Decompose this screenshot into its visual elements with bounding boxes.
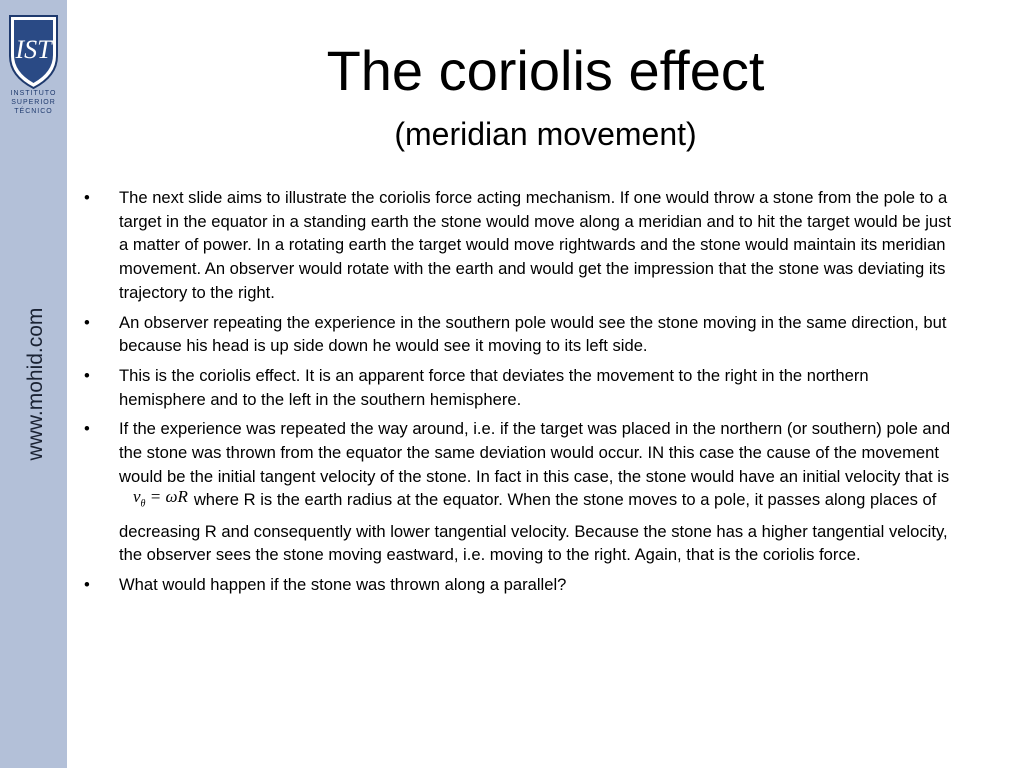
- slide-subtitle: (meridian movement): [394, 116, 697, 152]
- bullet-dot: •: [84, 365, 90, 385]
- bullet-text: An observer repeating the experience in the southern pole would see the stone moving in the same direction, but because his head is up side down he would see it moving to its left side.: [119, 312, 947, 356]
- bullet-text-continued: where R is the earth radius at the equator. When the stone moves to a pole, it passes along places of decreasing R and consequently with lower tangential velocity. Because the stone has a higher tangential velocity, the observer sees the stone moving eastward, i.e. moving to the right. Again, that is the coriolis force.: [119, 490, 948, 565]
- bullet-dot: •: [84, 188, 90, 207]
- velocity-formula: [133, 485, 188, 516]
- sidebar: [0, 0, 67, 768]
- formula-lhs: v: [133, 487, 141, 507]
- bullet-dot: •: [84, 574, 90, 594]
- bullet-text: The next slide aims to illustrate the coriolis force acting mechanism. If one would throw a stone from the pole to a target in the equator in a standing earth the stone would move along a meridian and to hit the target would be just a matter of power. In a rotating earth the target would move rightwards and the stone would maintain its meridian movement. An observer would rotate with the earth and would get the impression that the stone was deviating its trajectory to the right.: [119, 188, 952, 302]
- bullet-dot: •: [84, 419, 90, 439]
- bullet-list: [84, 186, 956, 603]
- logo-letters: IST: [15, 35, 52, 64]
- website-url: www.mohid.com: [24, 307, 47, 461]
- bullet-item: [84, 186, 956, 305]
- bullet-item: [84, 417, 956, 567]
- logo-text-line-2: SUPERIOR: [11, 99, 56, 106]
- bullet-text: This is the coriolis effect. It is an apparent force that deviates the movement to the right in the northern hemisphere and to the left in the southern hemisphere.: [119, 365, 869, 409]
- bullet-item: [84, 573, 956, 597]
- logo-text-line-1: INSTITUTO: [10, 90, 57, 97]
- bullet-item: [84, 311, 956, 358]
- slide-title: The coriolis effect: [326, 39, 765, 102]
- formula-subscript: θ: [140, 498, 146, 510]
- bullet-text: What would happen if the stone was thrown along a parallel?: [119, 574, 567, 594]
- bullet-text: If the experience was repeated the way around, i.e. if the target was placed in the northern (or southern) pole and the stone was thrown from the equator the same deviation would occur. IN this case the cause of the movement would be the initial tangent velocity of the stone. In fact in this case, the stone would have an initial velocity that is: [119, 419, 951, 486]
- formula-rhs: = ωR: [149, 487, 188, 507]
- bullet-item: [84, 364, 956, 411]
- logo-text-line-3: TÉCNICO: [14, 108, 53, 115]
- bullet-dot: •: [84, 312, 90, 332]
